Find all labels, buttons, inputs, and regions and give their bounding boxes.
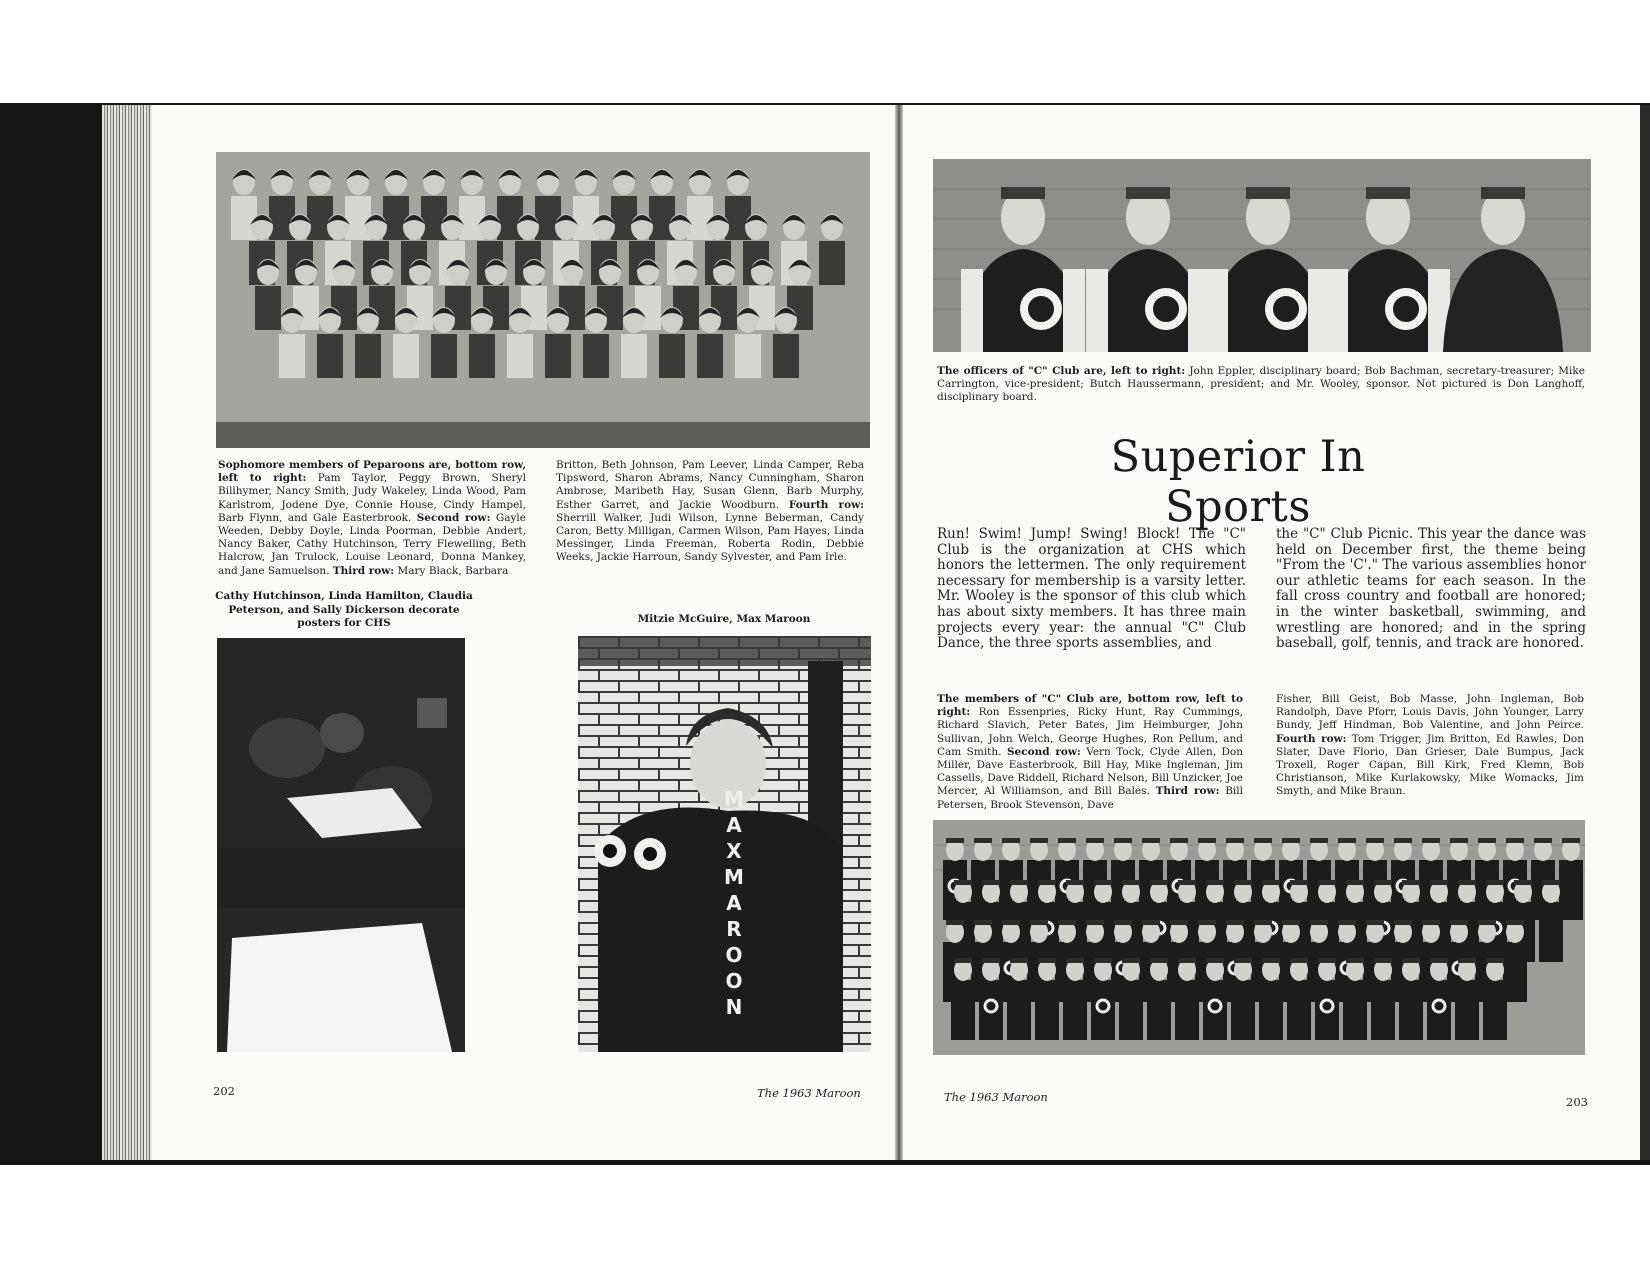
mascot-caption: Mitzie McGuire, Max Maroon xyxy=(637,613,811,625)
left-page-number: 202 xyxy=(213,1084,235,1098)
scan-edge-shadow xyxy=(1640,105,1650,1160)
story-column-2: the "C" Club Picnic. This year the dance was held on December first, the theme being "From the 'C'." The various assemblies honor our athletic teams for each season. In the fall cross country and football are honored; in the winter basketball, swimming, and wrestling are honored; and in the spring baseball, golf, tennis, and track are honored. xyxy=(1276,526,1586,652)
right-page-footer: The 1963 Maroon xyxy=(944,1090,1048,1104)
sweater-letter: M xyxy=(724,865,744,889)
story-column-1: Run! Swim! Jump! Swing! Block! The "C" Club is the organization at CHS which honors the lettermen. The only requirement necessary for membership is a varsity letter. Mr. Wooley is the sponsor of this club which has about sixty members. It has three main projects every year: the annual "C" Club Dance, the three sports assemblies, and xyxy=(937,526,1246,652)
posters-photo xyxy=(217,638,465,1052)
book-page-edges xyxy=(102,105,154,1160)
sweater-letter: N xyxy=(725,995,743,1019)
peparoons-caption-col1: Sophomore members of Peparoons are, bottom row, left to right: Pam Taylor, Peggy Brown, Sheryl Billhymer, Nancy Smith, Judy Wakeley, Linda Wood, Pam Karlstrom, Jodene Dye, Connie House, Cindy Hampel, Barb Flynn, and Gale Easterbrook. Second row: Gayle Weeden, Debby Doyle, Linda Poorman, Debbie Andert, Nancy Baker, Cathy Hutchinson, Terry Flewelling, Beth Halcrow, Jan Trulock, Louise Leonard, Donna Mankey, and Jane Samuelson. Third row: Mary Black, Barbara xyxy=(218,459,526,577)
peparoons-caption-col2: Britton, Beth Johnson, Pam Leever, Linda Camper, Reba Tipsword, Sharon Abrams, Nancy Cunningham, Sharon Ambrose, Maribeth Hay, Susan Glenn, Barb Murphy, Esther Garret, and Jackie Woodburn. Fourth row: Sherrill Walker, Judi Wilson, Lynne Beberman, Candy Caron, Betty Milligan, Carmen Wilson, Pam Hayes, Linda Messinger, Linda Freeman, Roberta Rodin, Debbie Weeks, Jackie Harroun, Sandy Sylvester, and Pam Irle. xyxy=(556,459,864,564)
left-page-footer: The 1963 Maroon xyxy=(757,1086,861,1100)
sweater-letter: A xyxy=(726,891,742,915)
sweater-letter: A xyxy=(726,813,742,837)
page-headline: Superior In Sports xyxy=(1110,432,1366,532)
right-page-number: 203 xyxy=(1566,1095,1588,1109)
sweater-letter: X xyxy=(726,839,742,863)
sweater-letter: O xyxy=(725,969,743,993)
members-caption-col1: The members of "C" Club are, bottom row, left to right: Ron Essenpries, Ricky Hunt, Ray Cummings, Richard Slavich, Peter Bates, Jim Heimburger, John Sullivan, John Welch, George Hughes, Ron Pellum, and Cam Smith. Second row: Vern Tock, Clyde Allen, Don Miller, Dave Easterbrook, Bill Hay, Mike Ingleman, Jim Cassells, Dave Riddell, Richard Nelson, Bill Unzicker, Joe Mercer, Al Williamson, and Bill Bales. Third row: Bill Petersen, Brook Stevenson, Dave xyxy=(937,693,1243,811)
book-gutter xyxy=(895,105,903,1160)
peparoons-group-photo xyxy=(216,152,870,448)
sweater-letter: O xyxy=(725,943,743,967)
posters-caption: Cathy Hutchinson, Linda Hamilton, Claudia Peterson, and Sally Dickerson decorate posters for CHS xyxy=(215,590,473,629)
members-caption-col2: Fisher, Bill Geist, Bob Masse, John Ingleman, Bob Randolph, Dave Pforr, Louis Davis, John Younger, Larry Bundy, Jeff Hindman, Bob Valentine, and John Peirce. Fourth row: Tom Trigger, Jim Britton, Ed Rawles, Don Slater, Dave Florio, Dan Grieser, Dale Bumpus, Jack Troxell, Roger Capan, Bill Kirk, Fred Klemn, Bob Christianson, Mike Kurlakowsky, Mike Womacks, Jim Smyth, and Mike Braun. xyxy=(1276,693,1584,798)
c-club-members-photo xyxy=(933,820,1585,1055)
officers-caption: The officers of "C" Club are, left to right: John Eppler, disciplinary board; Bob Bachman, secretary-treasurer; Mike Carrington, vice-president; Butch Haussermann, president; and Mr. Wooley, sponsor. Not pictured is Don Langhoff, disciplinary board. xyxy=(937,365,1585,404)
sweater-letter: M xyxy=(724,787,744,811)
sweater-letter: R xyxy=(726,917,742,941)
sweater-letters xyxy=(714,786,754,1020)
officers-photo xyxy=(933,159,1591,352)
mascot-photo xyxy=(578,636,871,1052)
